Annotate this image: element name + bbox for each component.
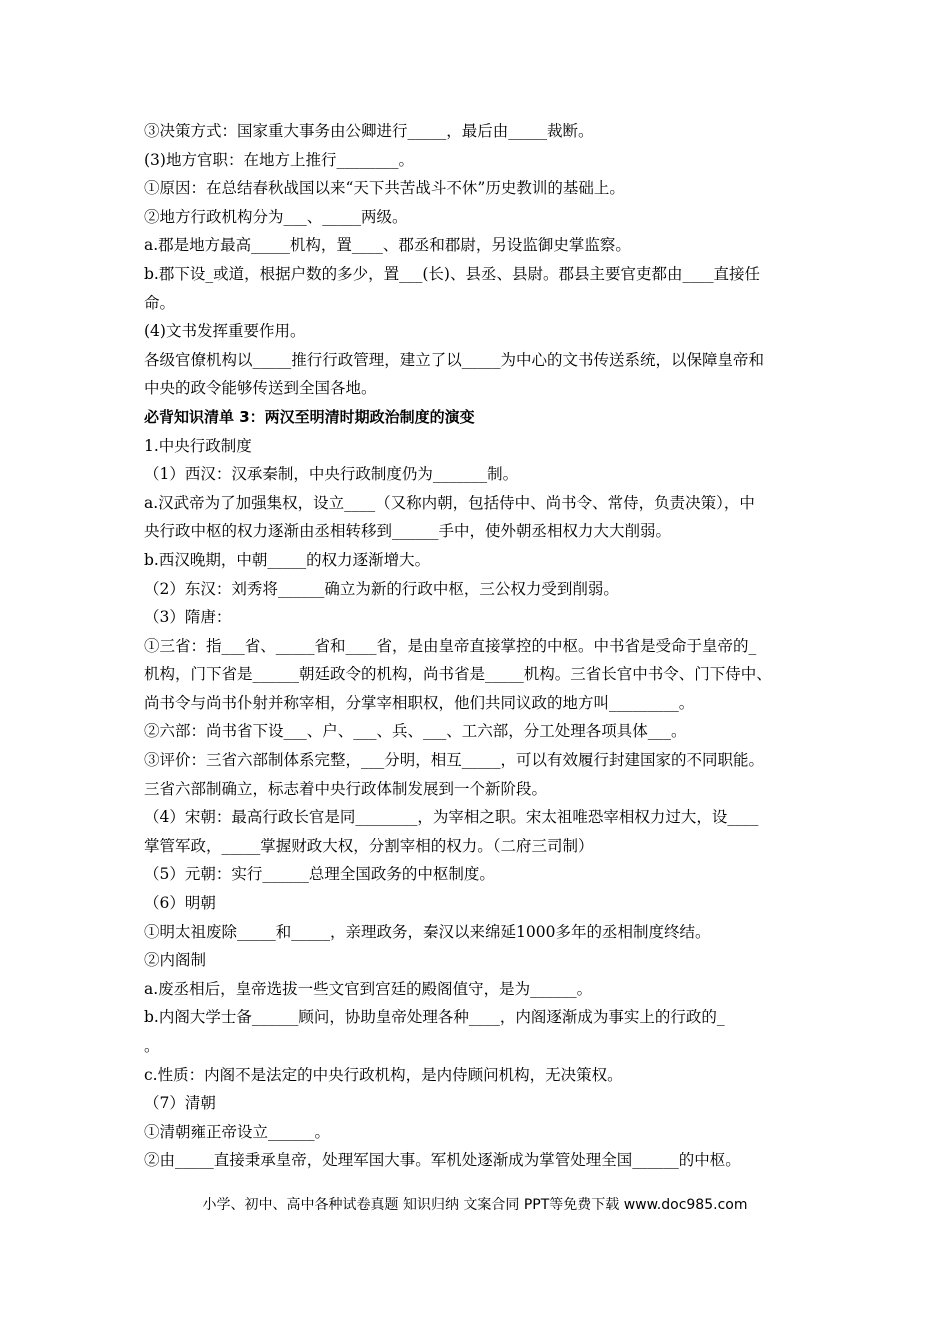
text-line: b.内阁大学士备______顾问，协助皇帝处理各种____，内阁逐渐成为事实上的行政的_	[144, 1008, 725, 1027]
text-line: 掌管军政，_____掌握财政大权，分割宰相的权力。（二府三司制）	[144, 836, 594, 855]
text-line: 中央的政令能够传送到全国各地。	[144, 379, 377, 398]
text-line: （3）隋唐：	[144, 608, 232, 627]
text-line: （1）西汉：汉承秦制，中央行政制度仍为_______制。	[144, 465, 519, 484]
text-line: 各级官僚机构以_____推行行政管理，建立了以_____为中心的文书传送系统，以保障皇帝和	[144, 350, 765, 369]
section-heading: 必背知识清单 3：两汉至明清时期政治制度的演变	[144, 407, 475, 426]
text-line: ①原因：在总结春秋战国以来“天下共苦战斗不休”历史教训的基础上。	[144, 179, 625, 198]
text-line: 尚书令与尚书仆射并称宰相，分掌宰相职权，他们共同议政的地方叫_________。	[144, 693, 695, 712]
text-line: ①三省：指___省、_____省和____省，是由皇帝直接掌控的中枢。中书省是受命于皇帝的_	[144, 636, 757, 655]
text-line: ①明太祖废除_____和_____，亲理政务，秦汉以来绵延1000多年的丞相制度终结。	[144, 922, 711, 941]
text-line: （5）元朝：实行______总理全国政务的中枢制度。	[144, 865, 495, 884]
text-line: c.性质：内阁不是法定的中央行政机构，是内侍顾问机构，无决策权。	[144, 1065, 623, 1084]
text-line: 机构，门下省是______朝廷政令的机构，尚书省是_____机构。三省长官中书令、门下侍中、	[144, 665, 772, 684]
text-line: a.郡是地方最高_____机构，置____、郡丞和郡尉，另设监御史掌监察。	[144, 236, 631, 255]
text-line: 央行政中枢的权力逐渐由丞相转移到______手中，使外朝丞相权力大大削弱。	[144, 522, 672, 541]
text-line: b.西汉晚期，中朝_____的权力逐渐增大。	[144, 550, 431, 569]
text-line: b.郡下设_或道，根据户数的多少，置___(长)、县丞、县尉。郡县主要官吏都由____直接任	[144, 264, 760, 283]
text-line: (3)地方官职：在地方上推行________。	[144, 150, 414, 169]
text-line: （7）清朝	[144, 1094, 216, 1113]
text-line: (4)文书发挥重要作用。	[144, 322, 306, 341]
text-line: 命。	[144, 293, 176, 312]
text-line: ③决策方式：国家重大事务由公卿进行_____，最后由_____裁断。	[144, 122, 594, 140]
text-line: ②由_____直接秉承皇帝，处理军国大事。军机处逐渐成为掌管处理全国______的中枢。	[144, 1151, 741, 1170]
text-line: 三省六部制确立，标志着中央行政体制发展到一个新阶段。	[144, 779, 548, 798]
text-line: ③评价：三省六部制体系完整，___分明，相互_____，可以有效履行封建国家的不同职能。	[144, 751, 765, 770]
text-line: ①清朝雍正帝设立______。	[144, 1122, 331, 1141]
text-line: 。	[144, 1037, 160, 1055]
page-footer: 小学、初中、高中各种试卷真题 知识归纳 文案合同 PPT等免费下载 www.doc985.com	[202, 1197, 748, 1213]
text-line: ②内阁制	[144, 951, 207, 970]
text-line: 1.中央行政制度	[144, 436, 252, 455]
text-line: a.废丞相后，皇帝选拔一些文官到宫廷的殿阁值守，是为______。	[144, 979, 593, 998]
text-line: ②六部：尚书省下设___、户、___、兵、___、工六部，分工处理各项具体___。	[144, 722, 687, 741]
text-line: （4）宋朝：最高行政长官是同________，为宰相之职。宋太祖唯恐宰相权力过大，设____	[144, 808, 759, 827]
text-line: ②地方行政机构分为___、_____两级。	[144, 207, 408, 226]
text-line: a.汉武帝为了加强集权，设立____（又称内朝，包括侍中、尚书令、常侍，负责决策），中	[144, 493, 755, 512]
text-line: （6）明朝	[144, 894, 216, 913]
document-body	[144, 117, 812, 1175]
text-line: （2）东汉：刘秀将______确立为新的行政中枢，三公权力受到削弱。	[144, 579, 619, 598]
